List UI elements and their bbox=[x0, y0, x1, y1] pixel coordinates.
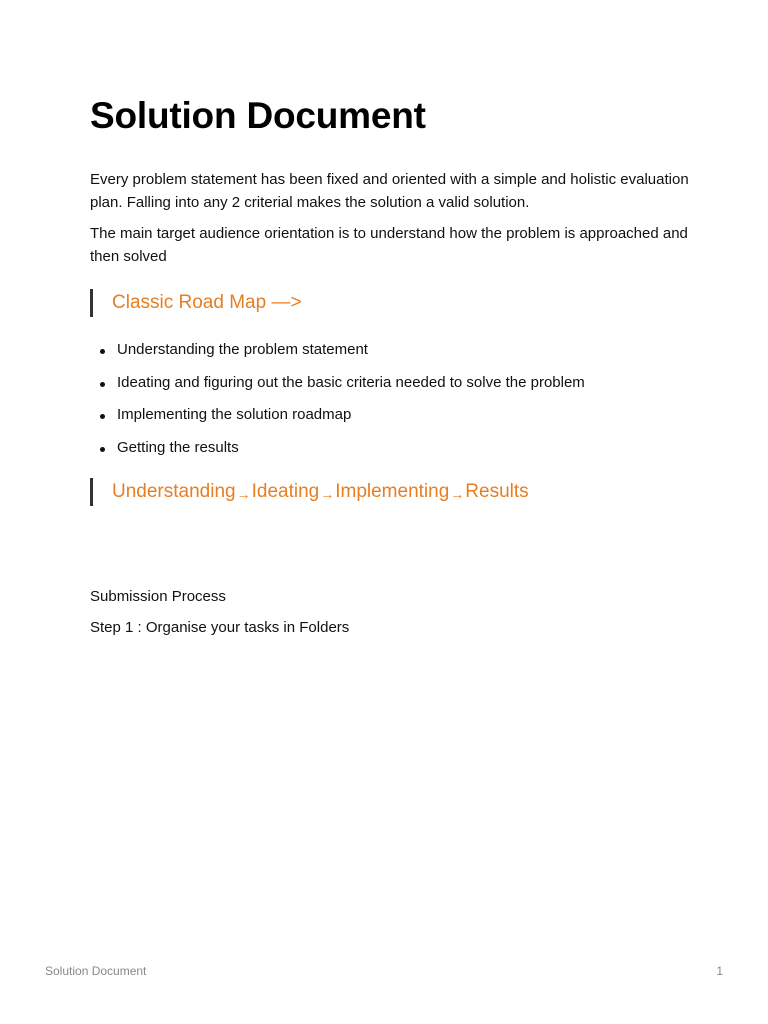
submission-section bbox=[90, 586, 690, 639]
list-item bbox=[90, 404, 690, 426]
list-item-text: Ideating and figuring out the basic criteria needed to solve the problem bbox=[117, 373, 585, 391]
list-item-text: Getting the results bbox=[117, 438, 239, 456]
callout-roadmap: Classic Road Map —> bbox=[90, 289, 690, 317]
list-item bbox=[90, 437, 690, 459]
intro-paragraph: Every problem statement has been fixed and oriented with a simple and holistic evaluation plan. Falling into any 2 criterial makes the solution a valid solution. bbox=[90, 171, 689, 211]
bullet-icon bbox=[100, 414, 105, 419]
audience-paragraph: The main target audience orientation is to understand how the problem is approached and then solved bbox=[90, 225, 688, 265]
list-item bbox=[90, 339, 690, 361]
flow-step-results: Results bbox=[465, 480, 529, 502]
arrow-right-icon: → bbox=[450, 485, 465, 502]
page-number: 1 bbox=[716, 964, 723, 978]
bullet-icon bbox=[100, 382, 105, 387]
page-footer bbox=[45, 964, 723, 978]
flow-step-implementing: Implementing bbox=[335, 480, 450, 502]
footer-title: Solution Document bbox=[45, 964, 147, 978]
page-title: Solution Document bbox=[90, 95, 426, 136]
submission-step-1: Step 1 : Organise your tasks in Folders bbox=[90, 618, 350, 636]
list-item bbox=[90, 372, 690, 394]
roadmap-list bbox=[90, 339, 690, 459]
bullet-icon bbox=[100, 447, 105, 452]
list-item-text: Understanding the problem statement bbox=[117, 341, 368, 358]
list-item-text: Implementing the solution roadmap bbox=[117, 406, 352, 423]
callout-flow bbox=[90, 478, 690, 506]
flow-step-ideating: Ideating bbox=[251, 480, 320, 502]
arrow-right-icon: → bbox=[236, 485, 251, 502]
arrow-right-icon: → bbox=[320, 485, 335, 502]
flow-step-understanding: Understanding bbox=[112, 480, 236, 502]
bullet-icon bbox=[100, 349, 105, 354]
submission-heading: Submission Process bbox=[90, 587, 226, 605]
document-page bbox=[90, 96, 690, 648]
